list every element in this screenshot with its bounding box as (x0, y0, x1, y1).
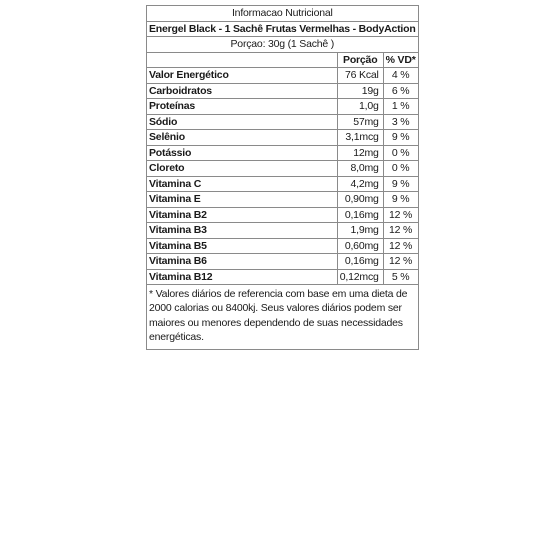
nutrient-name: Selênio (147, 130, 338, 146)
nutrient-daily-value: 12 % (383, 254, 418, 270)
nutrient-amount: 12mg (337, 145, 383, 161)
nutrient-daily-value: 0 % (383, 161, 418, 177)
nutrient-daily-value: 9 % (383, 176, 418, 192)
nutrient-amount: 0,90mg (337, 192, 383, 208)
nutrition-table-body (147, 6, 419, 350)
nutrient-name: Vitamina B2 (147, 207, 338, 223)
nutrient-name: Vitamina B6 (147, 254, 338, 270)
nutrient-name: Vitamina B3 (147, 223, 338, 239)
footnote-row (147, 285, 419, 350)
nutrient-row (147, 161, 419, 177)
nutrient-amount: 76 Kcal (337, 68, 383, 84)
nutrient-name: Vitamina B12 (147, 269, 338, 285)
nutrient-amount: 8,0mg (337, 161, 383, 177)
nutrient-amount: 0,12mcg (337, 269, 383, 285)
nutrient-amount: 1,0g (337, 99, 383, 115)
nutrient-row (147, 254, 419, 270)
nutrient-amount: 1,9mg (337, 223, 383, 239)
nutrient-row (147, 130, 419, 146)
nutrient-amount: 19g (337, 83, 383, 99)
nutrient-name: Vitamina B5 (147, 238, 338, 254)
label-title: Informacao Nutricional (147, 6, 419, 22)
nutrient-daily-value: 6 % (383, 83, 418, 99)
nutrient-row (147, 83, 419, 99)
nutrient-daily-value: 9 % (383, 192, 418, 208)
nutrient-name: Vitamina C (147, 176, 338, 192)
nutrient-row (147, 68, 419, 84)
title-row (147, 6, 419, 22)
nutrient-amount: 0,60mg (337, 238, 383, 254)
serving-row (147, 37, 419, 53)
header-blank-cell (147, 52, 338, 68)
nutrient-amount: 4,2mg (337, 176, 383, 192)
product-name: Energel Black - 1 Sachê Frutas Vermelhas - BodyAction (147, 21, 419, 37)
nutrient-name: Valor Energético (147, 68, 338, 84)
nutrient-daily-value: 5 % (383, 269, 418, 285)
nutrition-facts-table (146, 5, 419, 350)
header-daily-value: % VD* (383, 52, 418, 68)
nutrient-amount: 3,1mcg (337, 130, 383, 146)
nutrient-row (147, 269, 419, 285)
nutrient-row (147, 145, 419, 161)
nutrient-row (147, 207, 419, 223)
nutrient-row (147, 176, 419, 192)
nutrient-daily-value: 12 % (383, 223, 418, 239)
nutrient-daily-value: 3 % (383, 114, 418, 130)
nutrient-daily-value: 4 % (383, 68, 418, 84)
nutrient-name: Carboidratos (147, 83, 338, 99)
nutrient-amount: 0,16mg (337, 207, 383, 223)
header-portion: Porção (337, 52, 383, 68)
product-row (147, 21, 419, 37)
header-row (147, 52, 419, 68)
nutrient-row (147, 99, 419, 115)
nutrient-amount: 0,16mg (337, 254, 383, 270)
nutrient-name: Cloreto (147, 161, 338, 177)
nutrient-daily-value: 0 % (383, 145, 418, 161)
nutrient-name: Potássio (147, 145, 338, 161)
nutrient-daily-value: 12 % (383, 207, 418, 223)
nutrient-daily-value: 1 % (383, 99, 418, 115)
nutrient-daily-value: 9 % (383, 130, 418, 146)
nutrient-name: Proteínas (147, 99, 338, 115)
nutrient-name: Vitamina E (147, 192, 338, 208)
nutrient-amount: 57mg (337, 114, 383, 130)
nutrient-row (147, 223, 419, 239)
nutrient-row (147, 192, 419, 208)
nutrient-name: Sódio (147, 114, 338, 130)
nutrient-daily-value: 12 % (383, 238, 418, 254)
footnote-text: * Valores diários de referencia com base em uma dieta de 2000 calorias ou 8400kj. Seus valores diários podem ser maiores ou menores dependendo de suas necessidades energéticas. (147, 285, 419, 350)
nutrient-row (147, 114, 419, 130)
serving-size: Porçao: 30g (1 Sachê ) (147, 37, 419, 53)
nutrient-row (147, 238, 419, 254)
